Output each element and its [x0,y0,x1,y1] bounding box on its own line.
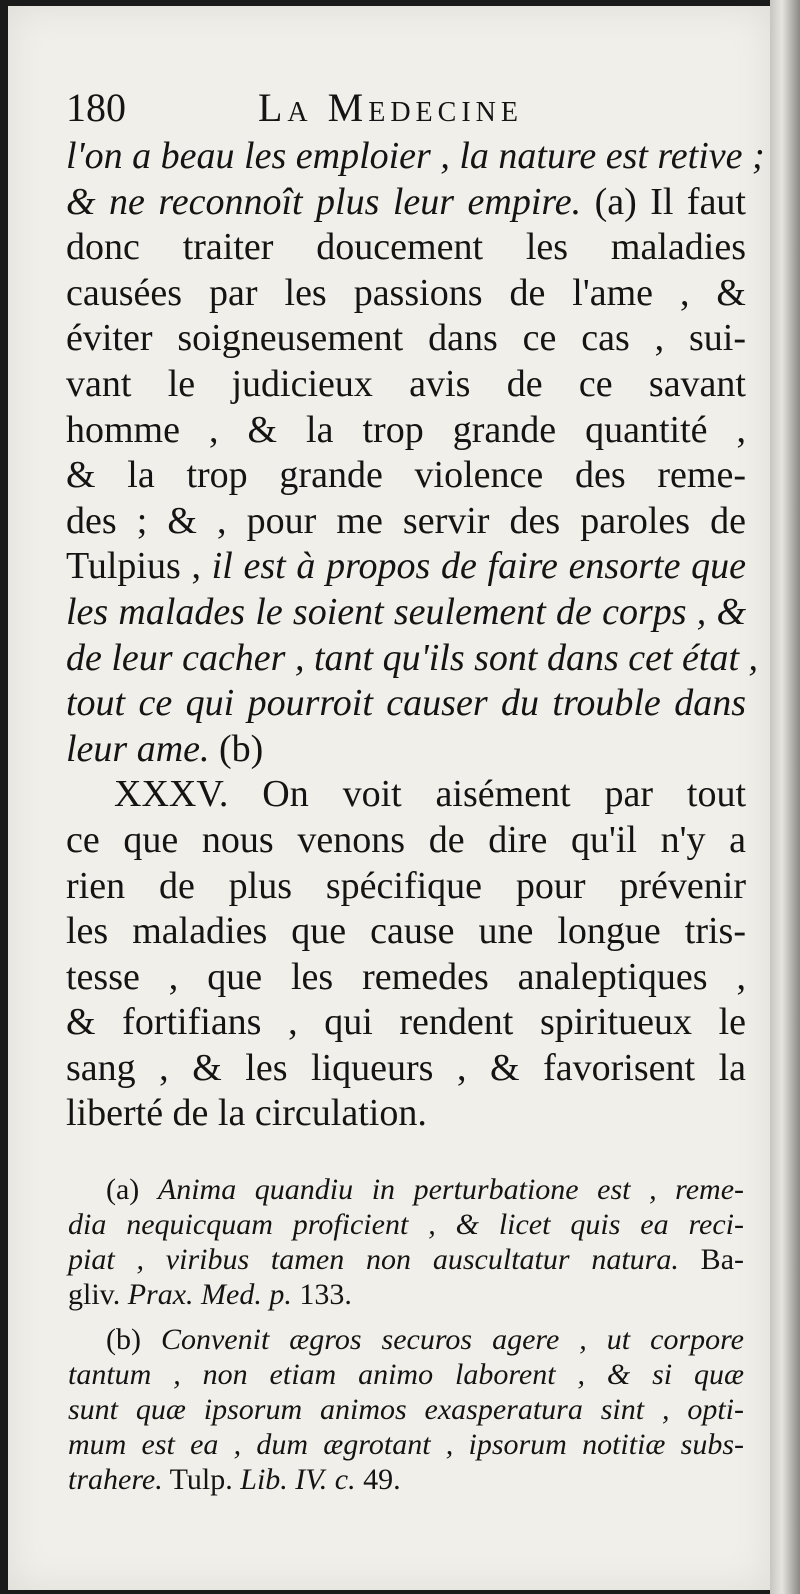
text-line: les malades le soient seulement de corps , & [66,590,746,633]
page-number: 180 [66,85,126,130]
page-edge-shadow [770,0,800,1594]
footnote-line: dia nequicquam proficient , & licet quis ea reci- [68,1208,744,1241]
text-line: sang , & les liqueurs , & favorisent la [66,1046,746,1089]
text-line: des ; & , pour me servir des paroles de [66,499,746,542]
page-header [66,84,746,134]
footnote-line: (a) Anima quandiu in perturbatione est , reme- [106,1173,744,1206]
text-line: les maladies que cause une longue tris- [66,910,746,953]
text-line: & fortifians , qui rendent spiritueux le [66,1001,746,1044]
footnote-line: piat , viribus tamen non auscultatur natura. Ba- [68,1243,745,1276]
text-line: rien de plus spécifique pour prévenir [66,864,746,907]
text-line: Tulpius , il est à propos de faire ensorte que [66,545,746,588]
footnote-line: (b) Convenit ægros securos agere , ut corpore [106,1323,744,1356]
text-line: donc traiter doucement les maladies [66,226,746,269]
footnote-line: gliv. Prax. Med. p. 133. [68,1278,352,1311]
text-line: liberté de la circulation. [66,1092,427,1135]
main-text [66,134,765,1137]
book-page [8,6,770,1590]
text-line: causées par les passions de l'ame , & [66,271,746,314]
text-line: l'on a beau les emploier , la nature est retive ; [66,135,765,177]
footnote-line: tantum , non etiam animo laborent , & si quæ [68,1358,744,1391]
running-title: La Medecine [258,85,523,130]
text-line: & la trop grande violence des reme- [66,454,746,497]
footnotes [68,1172,744,1497]
text-line: homme , & la trop grande quantité , [66,408,746,451]
text-line: tout ce qui pourroit causer du trouble dans [66,682,746,725]
text-line: de leur cacher , tant qu'ils sont dans cet état , [66,636,759,679]
footnote-line: mum est ea , dum ægrotant , ipsorum notitiæ subs- [68,1428,744,1461]
text-line: tesse , que les remedes analeptiques , [66,955,746,998]
text-line: éviter soigneusement dans ce cas , sui- [66,317,746,360]
text-line: & ne reconnoît plus leur empire. (a) Il faut [66,180,746,223]
text-line: leur ame. (b) [66,727,264,770]
section-start-line: XXXV. On voit aisément par tout [114,773,746,816]
footnote-line: trahere. Tulp. Lib. IV. c. 49. [68,1463,401,1496]
footnote-line: sunt quæ ipsorum animos exasperatura sint , opti- [68,1393,744,1426]
footnote-gap [68,1312,744,1322]
text-line: vant le judicieux avis de ce savant [66,362,746,405]
text-line: ce que nous venons de dire qu'il n'y a [66,818,746,861]
